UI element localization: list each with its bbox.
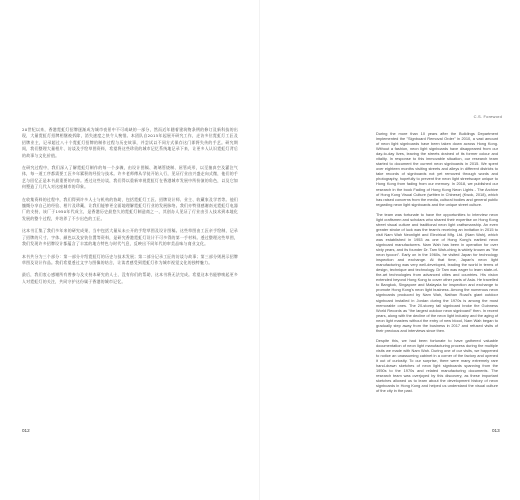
chinese-paragraph-2: 在研究过程中，我们深入了解霓虹灯制作的每一个步骤，由设计图稿、玻璃管烧制、屈管成形，以至抽真空及灌注气体，每一道工序都需要工匠多年累积的经验与技术。许多老师傅从学徒开始入行，见证行业由兴盛走向式微，他们的手艺与回忆正是本书最重要的内容。透过这些访谈，我们得以重新审视霓虹灯在香港城市发展中所扮演的角色，以及它如何塑造了几代人对这座城市的印象。 (22, 165, 238, 190)
english-paragraph-2: The team was fortunate to have the opportunities to interview neon light craftsmen and scholars who shared their expertise on Hong Kong street visual culture and traditional neon light craftsmanship. An even greater stroke of luck was the team's receiving an invitation in 2015 to visit Nam Wah Neonlight and Electrical Mfg. Ltd. (Nam Wah), which was established in 1953 as one of Hong Kong's earliest neon signboard manufacturers. Nam Wah has been in operation for over sixty years, and its founder Dr. Tam Wah-ching is widely known as "the neon tycoon". Early on in the 1960s, he visited Japan for technology inspection and exchange. At that time, Japan's neon light manufacturing was very well-developed, leading the world in terms of design, technique and technology. Dr Tam was eager to learn state-of-the-art technologies from advanced cities and countries. His vision extended beyond Hong Kong to cover other parts of Asia. He travelled to Bangkok, Singapore and Malaysia for inspection and exchange to promote Hong Kong's neon light business. Among the numerous neon signboards produced by Nam Wah, Nathan Road's giant outdoor signboard installed in Jordan during the 1970s is among the most memorable ones. The 20-storey tall signboard broke the Guinness World Records as "the largest outdoor neon signboard" then. In recent years, along with the decline of the neon light industry and the aging of neon light masters without the entry of new blood, Nam Wah began to gradually step away from the business in 2017 and refused visits of their precious and interviews since then. (376, 211, 498, 333)
chinese-paragraph-5: 本书共分为三个部分：第一部分介绍霓虹灯的历史与技术发展；第二部分记录工匠的访谈与故事；第三部分则展示招牌草图及设计作品。我们希望透过文字与图像的结合，让读者感受到霓虹灯作为城市视觉文化的独特魅力。 (22, 253, 238, 265)
page-number-left: 012 (22, 428, 30, 433)
chinese-paragraph-4: 这本书汇集了我们多年来的研究成果，当中包括大量从未公开的手绘草图及设计图稿。这些草图由工匠亲手绘制，记录了招牌的尺寸、字体、颜色以及安装位置等资料，是研究香港霓虹灯设计不可多得的第一手材料。透过整理这些草图，我们发现许多招牌设计都蕴含了丰富的地方特色与时代气息，反映出不同年代的审美品味与商业文化。 (22, 228, 238, 247)
page-number-right: 013 (492, 428, 500, 433)
chinese-paragraph-3: 在收集资料的过程中，我们得到许多人士与机构的协助，包括霓虹灯工匠、招牌设计师、业主、收藏家及学者等。他们慷慨分享自己的经验、相片及珍藏，让我们能够更全面地理解霓虹灯行业的发展脉络。我们亦特别感谢南光霓虹灯电器厂的支持，该厂于1950年代成立，是香港历史最悠久的霓虹灯制造商之一，其创办人见证了行业由引入技术到本地化发展的整个过程，并培养了不少出色的工匠。 (22, 196, 238, 221)
chinese-paragraph-6: 最后，我们衷心感谢所有曾参与及支持本研究的人士，没有你们的帮助，这本书将无法完成。希望这本书能够唤起更多人对霓虹灯的关注，共同守护这份属于香港的城市记忆。 (22, 272, 238, 284)
chinese-paragraph-1: 20世纪以来，香港霓虹灯招牌逐渐成为城市夜景中不可或缺的一部分，然而近年随着建筑物条例的修订及新科技的出现，大量霓虹灯招牌相继被拆除，消失速度之快令人惋惜。本团队自2015年起展开研究工作，走访多位霓虹灯工匠及招牌业主，记录超过八十个霓虹灯招牌的制作过程与历史故事，并尝试以不同方式保存这门即将失传的手艺。研究期间，我们整理大量相片、访谈及手绘草图资料，希望将这些珍贵的城市记忆系统地记录下来，让更多人认识霓虹灯背后的故事与文化价值。 (22, 127, 238, 158)
english-text-column (376, 131, 498, 398)
running-header: C.S. Foreword (473, 114, 502, 119)
english-paragraph-3: Despite this, we had been fortunate to have gathered valuable documentation of neon light manufacturing process during the multiple visits we made with Nam Wah. During one of our visits, we happened to notice an unassuming cabinet in a corner of the factory and opened it out of curiosity. To our surprise, there were many extremely rare hand-drawn sketches of neon light signboards spanning from the 1950s to the 1970s and related manufacturing documents. The research team was overjoyed by this discovery, as these important sketches allowed us to learn about the development history of neon signboards in Hong Kong and helped us understand the visual culture of the city in the past. (376, 337, 498, 394)
english-paragraph-1: During the more than 10 years after the Buildings Department implemented the "Signboard Removal Order" in 2010, a vast amount of neon light signboards have been taken down across Hong Kong. Without a fashion, neon light signboards have disappeared from our day-to-day lives, leaving the streets drained of its former colour and vitality. In response to this immovable situation, our research team started to document the current neon signboards in 2015. We spent over eighteen months visiting streets and alleys in different districts to take records of signboards not yet removed through words and photography, hopefully to prevent the neon light streetscape unique to Hong Kong from fading from our memory. In 2018, we published our research in the book Fading of Hong Kong Neon Lights - The Archive of Hong Kong Visual Culture (written in Chinese) (Kwok, 2018), which has raised concerns from the media, cultural bodies and general public regarding neon light signboards and the unique street culture. (376, 131, 498, 207)
chinese-text-column (22, 127, 238, 291)
